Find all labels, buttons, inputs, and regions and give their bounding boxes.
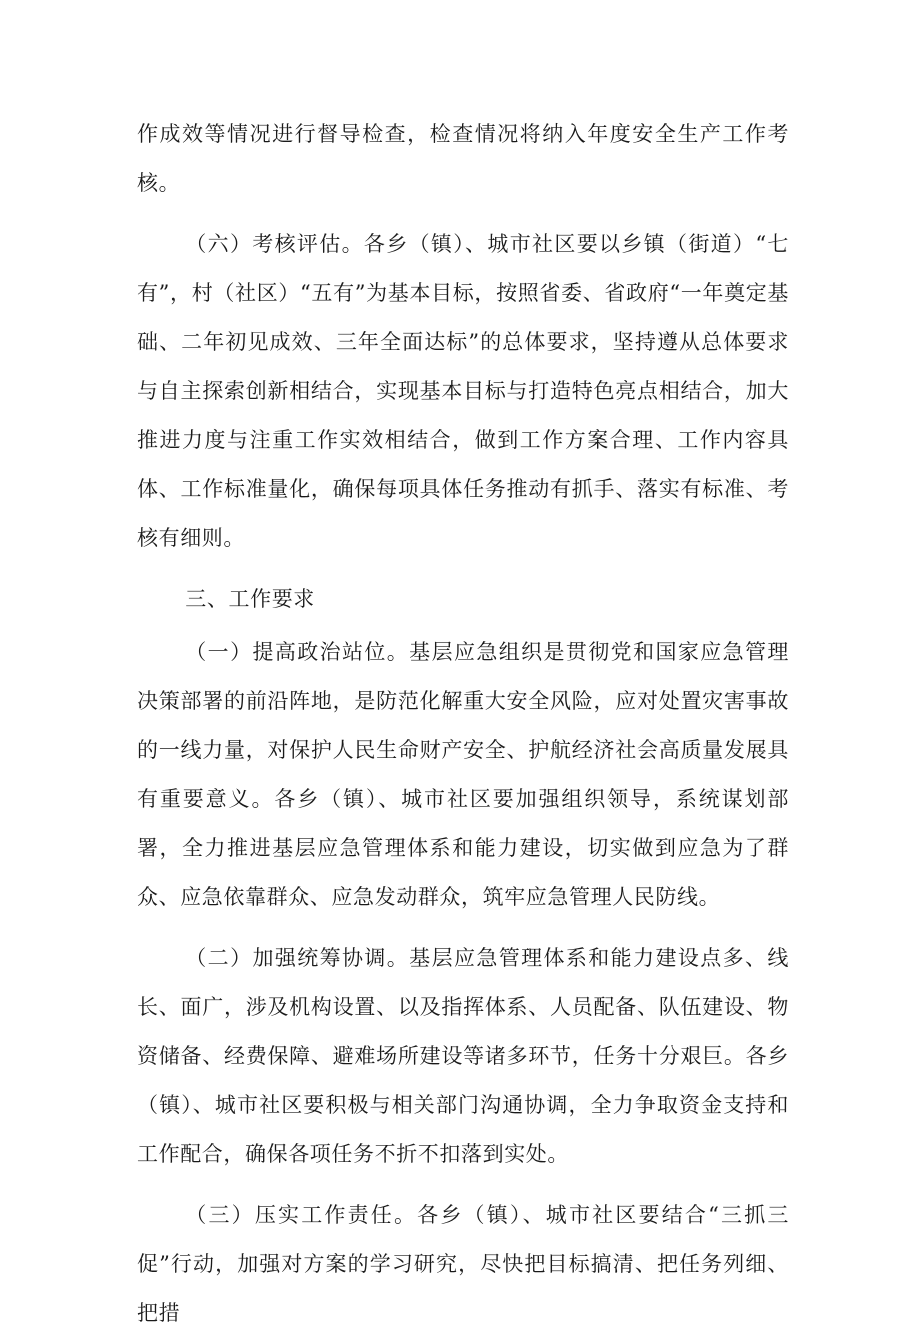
paragraph-political-stance: （一）提高政治站位。基层应急组织是贯彻党和国家应急管理决策部署的前沿阵地，是防范化解重大安全风险，应对处置灾害事故的一线力量，对保护人民生命财产安全、护航经济社会高质量发展具有重要意义。各乡（镇）、城市社区要加强组织领导，系统谋划部署，全力推进基层应急管理体系和能力建设，切实做到应急为了群众、应急依靠群众、应急发动群众，筑牢应急管理人民防线。 — [137, 640, 789, 909]
document-body — [137, 110, 789, 1338]
paragraph-responsibility: （三）压实工作责任。各乡（镇）、城市社区要结合“三抓三促”行动，加强对方案的学习研究，尽快把目标搞清、把任务列细、把措 — [137, 1203, 789, 1325]
paragraph-continuation: 作成效等情况进行督导检查，检查情况将纳入年度安全生产工作考核。 — [137, 122, 789, 195]
section-heading-work-requirements: 三、工作要求 — [185, 587, 315, 611]
paragraph-assessment: （六）考核评估。各乡（镇）、城市社区要以乡镇（街道）“七有”，村（社区）“五有”为基本目标，按照省委、省政府“一年奠定基础、二年初见成效、三年全面达标”的总体要求，坚持遵从总体要求与自主探索创新相结合，实现基本目标与打造特色亮点相结合，加大推进力度与注重工作实效相结合，做到工作方案合理、工作内容具体、工作标准量化，确保每项具体任务推动有抓手、落实有标准、考核有细则。 — [137, 232, 789, 550]
paragraph-coordination: （二）加强统筹协调。基层应急管理体系和能力建设点多、线长、面广，涉及机构设置、以及指挥体系、人员配备、队伍建设、物资储备、经费保障、避难场所建设等诸多环节，任务十分艰巨。各乡（镇）、城市社区要积极与相关部门沟通协调，全力争取资金支持和工作配合，确保各项任务不折不扣落到实处。 — [137, 946, 789, 1166]
